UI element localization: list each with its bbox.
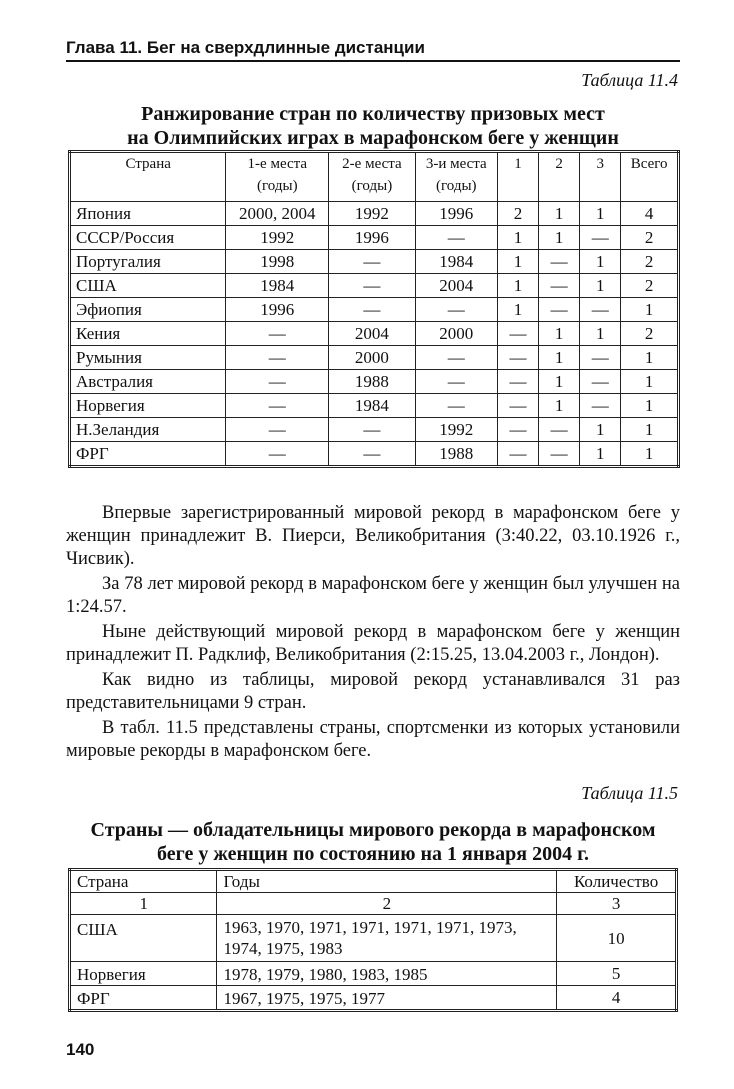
first-places-cell: 1992 — [226, 226, 329, 250]
bronze-count-cell: 1 — [580, 202, 621, 226]
table-11-4-label: Таблица 11.4 — [581, 70, 678, 90]
silver-count-cell: 1 — [539, 226, 580, 250]
silver-count-cell: — — [539, 418, 580, 442]
column-header: 3-и места (годы) — [415, 152, 497, 202]
country-cell: Япония — [70, 202, 226, 226]
silver-count-cell: 1 — [539, 370, 580, 394]
country-cell: Кения — [70, 322, 226, 346]
silver-count-cell: 1 — [539, 394, 580, 418]
second-places-cell: — — [329, 250, 415, 274]
column-number-row — [70, 893, 677, 915]
column-header: Всего — [621, 152, 679, 202]
second-places-cell: 2000 — [329, 346, 415, 370]
table-11-4-title-line2: на Олимпийских играх в марафонском беге у женщин — [127, 127, 619, 149]
total-cell: 2 — [621, 250, 679, 274]
second-places-cell: 1996 — [329, 226, 415, 250]
total-cell: 1 — [621, 418, 679, 442]
second-places-cell: — — [329, 418, 415, 442]
third-places-cell: — — [415, 298, 497, 322]
running-head: Глава 11. Бег на сверхдлинные дистанции — [66, 38, 680, 62]
paragraph: За 78 лет мировой рекорд в марафонском беге у женщин был улучшен на 1:24.57. — [66, 574, 680, 617]
total-cell: 4 — [621, 202, 679, 226]
column-header: Количество — [557, 870, 677, 893]
column-number: 2 — [217, 893, 557, 915]
third-places-cell: 2004 — [415, 274, 497, 298]
total-cell: 1 — [621, 346, 679, 370]
second-places-cell: 1988 — [329, 370, 415, 394]
years-cell: 1978, 1979, 1980, 1983, 1985 — [217, 962, 557, 986]
country-cell: ФРГ — [70, 442, 226, 467]
first-places-cell: — — [226, 418, 329, 442]
gold-count-cell: — — [497, 394, 538, 418]
country-cell: СССР/Россия — [70, 226, 226, 250]
table-11-5-title-line1: Страны — обладательницы мирового рекорда в марафонском — [90, 819, 656, 841]
first-places-cell: 2000, 2004 — [226, 202, 329, 226]
table-row — [70, 370, 679, 394]
table-11-4-title-line1: Ранжирование стран по количеству призовых мест — [141, 103, 605, 125]
first-places-cell: 1996 — [226, 298, 329, 322]
first-places-cell: — — [226, 394, 329, 418]
country-cell: США — [70, 915, 217, 962]
country-cell: США — [70, 274, 226, 298]
first-places-cell: — — [226, 442, 329, 467]
column-number: 3 — [557, 893, 677, 915]
bronze-count-cell: 1 — [580, 418, 621, 442]
third-places-cell: 1984 — [415, 250, 497, 274]
gold-count-cell: 1 — [497, 274, 538, 298]
table-row — [70, 250, 679, 274]
first-places-cell: — — [226, 346, 329, 370]
first-places-cell: 1984 — [226, 274, 329, 298]
gold-count-cell: — — [497, 418, 538, 442]
third-places-cell: 1992 — [415, 418, 497, 442]
column-header: 1-е места (годы) — [226, 152, 329, 202]
silver-count-cell: 1 — [539, 346, 580, 370]
gold-count-cell: 2 — [497, 202, 538, 226]
third-places-cell: 1996 — [415, 202, 497, 226]
total-cell: 2 — [621, 226, 679, 250]
third-places-cell: — — [415, 226, 497, 250]
silver-count-cell: — — [539, 250, 580, 274]
silver-count-cell: 1 — [539, 322, 580, 346]
second-places-cell: 1984 — [329, 394, 415, 418]
second-places-cell: — — [329, 442, 415, 467]
country-cell: ФРГ — [70, 986, 217, 1011]
paragraph: В табл. 11.5 представлены страны, спортсменки из которых установили мировые рекорды в марафонском беге. — [66, 718, 680, 761]
first-places-cell: — — [226, 370, 329, 394]
table-row — [70, 226, 679, 250]
gold-count-cell: 1 — [497, 250, 538, 274]
table-11-5-label: Таблица 11.5 — [581, 783, 678, 803]
bronze-count-cell: 1 — [580, 442, 621, 467]
bronze-count-cell: — — [580, 346, 621, 370]
country-cell: Норвегия — [70, 394, 226, 418]
bronze-count-cell: — — [580, 370, 621, 394]
table-row — [70, 442, 679, 467]
count-cell: 5 — [557, 962, 677, 986]
second-places-cell: — — [329, 274, 415, 298]
table-row — [70, 202, 679, 226]
count-cell: 10 — [557, 915, 677, 962]
total-cell: 1 — [621, 442, 679, 467]
column-header: 1 — [497, 152, 538, 202]
table-row — [70, 322, 679, 346]
gold-count-cell: 1 — [497, 226, 538, 250]
third-places-cell: 1988 — [415, 442, 497, 467]
table-11-5 — [68, 868, 678, 1012]
gold-count-cell: — — [497, 346, 538, 370]
table-header-row — [70, 152, 679, 202]
total-cell: 2 — [621, 274, 679, 298]
silver-count-cell: — — [539, 442, 580, 467]
bronze-count-cell: 1 — [580, 250, 621, 274]
third-places-cell: — — [415, 394, 497, 418]
years-cell: 1967, 1975, 1975, 1977 — [217, 986, 557, 1011]
total-cell: 1 — [621, 298, 679, 322]
country-cell: Эфиопия — [70, 298, 226, 322]
second-places-cell: 1992 — [329, 202, 415, 226]
third-places-cell: — — [415, 370, 497, 394]
gold-count-cell: 1 — [497, 298, 538, 322]
table-11-5-title-line2: беге у женщин по состоянию на 1 января 2004 г. — [157, 843, 589, 865]
bronze-count-cell: 1 — [580, 322, 621, 346]
bronze-count-cell: — — [580, 226, 621, 250]
column-header: 2-е места (годы) — [329, 152, 415, 202]
gold-count-cell: — — [497, 370, 538, 394]
table-11-4-body — [70, 202, 679, 467]
third-places-cell: — — [415, 346, 497, 370]
table-11-4-title — [66, 102, 680, 150]
silver-count-cell: 1 — [539, 202, 580, 226]
table-11-5-title — [66, 818, 680, 866]
table-row — [70, 986, 677, 1011]
paragraph: Как видно из таблицы, мировой рекорд устанавливался 31 раз представительницами 9 стран. — [66, 670, 680, 713]
first-places-cell: 1998 — [226, 250, 329, 274]
total-cell: 1 — [621, 394, 679, 418]
column-number: 1 — [70, 893, 217, 915]
table-row — [70, 418, 679, 442]
column-header: Страна — [70, 870, 217, 893]
page-number: 140 — [66, 1040, 95, 1059]
table-row — [70, 962, 677, 986]
third-places-cell: 2000 — [415, 322, 497, 346]
total-cell: 2 — [621, 322, 679, 346]
body-text — [66, 502, 680, 765]
count-cell: 4 — [557, 986, 677, 1011]
country-cell: Австралия — [70, 370, 226, 394]
silver-count-cell: — — [539, 298, 580, 322]
bronze-count-cell: — — [580, 298, 621, 322]
table-11-4 — [68, 150, 680, 468]
table-row — [70, 915, 677, 962]
second-places-cell: — — [329, 298, 415, 322]
column-header: Годы — [217, 870, 557, 893]
total-cell: 1 — [621, 370, 679, 394]
paragraph: Впервые зарегистрированный мировой рекорд в марафонском беге у женщин принадлежит В. Пиерси, Великобритания (3:40.22, 03.10.1926 г., Чисвик). — [66, 503, 680, 569]
column-header: 2 — [539, 152, 580, 202]
column-header: Страна — [70, 152, 226, 202]
table-row — [70, 346, 679, 370]
table-header-row — [70, 870, 677, 893]
gold-count-cell: — — [497, 322, 538, 346]
first-places-cell: — — [226, 322, 329, 346]
bronze-count-cell: — — [580, 394, 621, 418]
table-row — [70, 394, 679, 418]
second-places-cell: 2004 — [329, 322, 415, 346]
silver-count-cell: — — [539, 274, 580, 298]
country-cell: Н.Зеландия — [70, 418, 226, 442]
country-cell: Румыния — [70, 346, 226, 370]
table-row — [70, 274, 679, 298]
country-cell: Португалия — [70, 250, 226, 274]
column-header: 3 — [580, 152, 621, 202]
bronze-count-cell: 1 — [580, 274, 621, 298]
years-cell: 1963, 1970, 1971, 1971, 1971, 1971, 1973, 1974, 1975, 1983 — [217, 915, 557, 962]
gold-count-cell: — — [497, 442, 538, 467]
country-cell: Норвегия — [70, 962, 217, 986]
paragraph: Ныне действующий мировой рекорд в марафонском беге у женщин принадлежит П. Радклиф, Великобритания (2:15.25, 13.04.2003 г., Лондон). — [66, 622, 680, 665]
table-row — [70, 298, 679, 322]
